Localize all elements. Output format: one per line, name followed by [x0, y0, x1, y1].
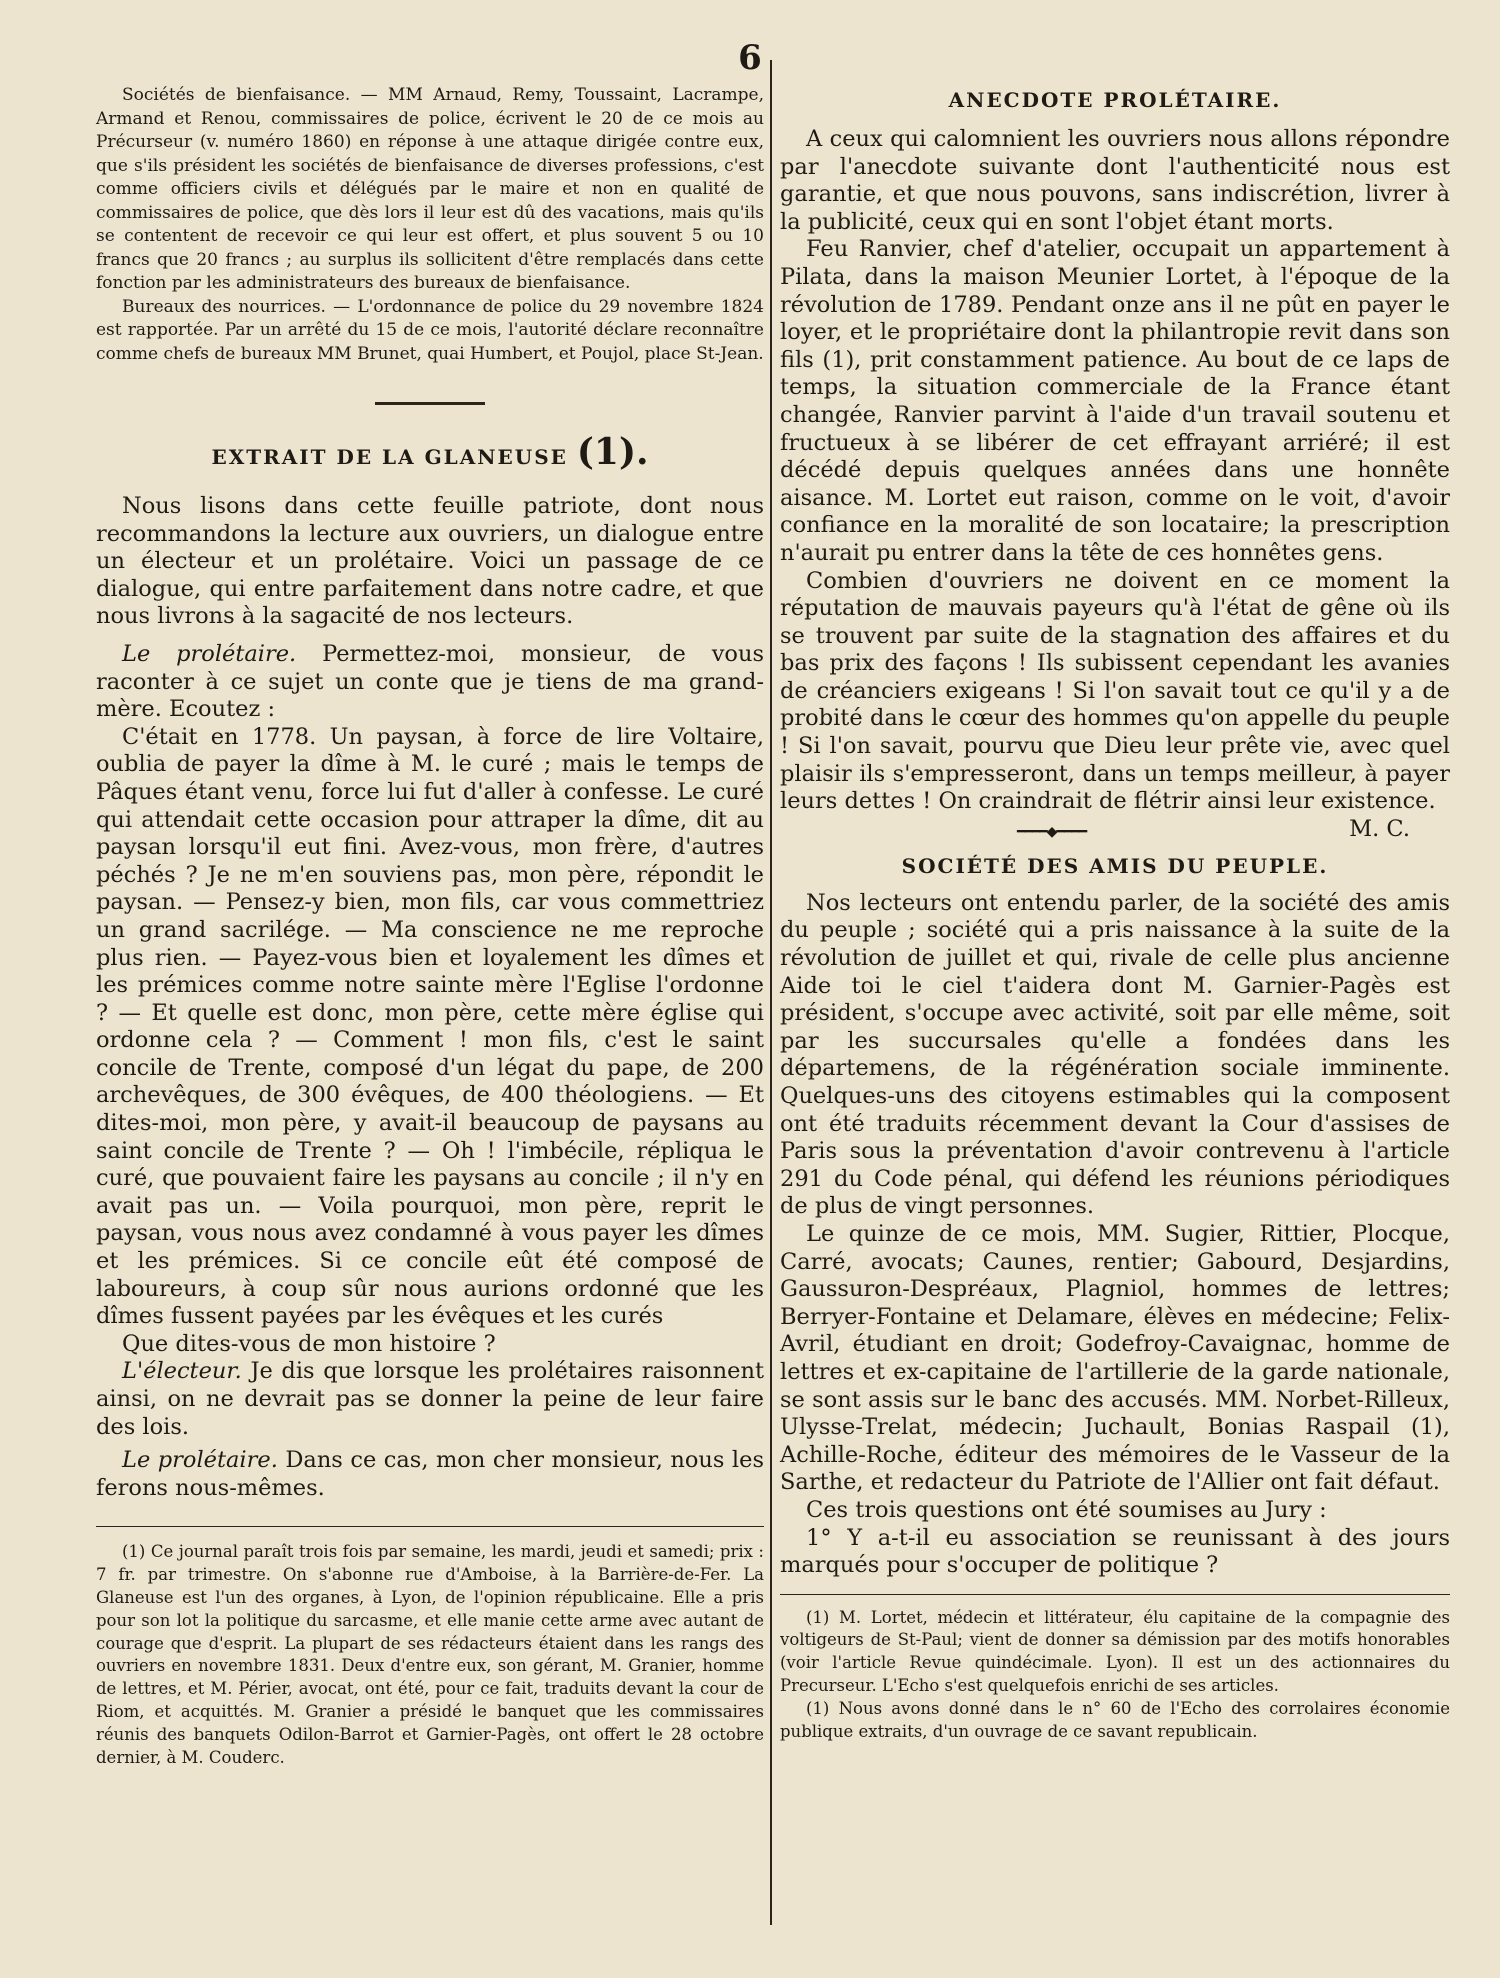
ornament-divider: ━━━━◆━━━━: [1016, 823, 1087, 840]
notice-bureaux-nourrices: Bureaux des nourrices. — L'ordonnance de police du 29 novembre 1824 est rapportée. Par un arrêté du 15 de ce mois, l'autorité déclare reconnaître comme chefs de bureaux MM Brunet, quai Humbert, et Poujol, place St-Jean.: [96, 296, 764, 364]
right-column: [780, 88, 1450, 1743]
dialogue-proletaire-2: [96, 1447, 764, 1502]
anecdote-paragraph-1: A ceux qui calomnient les ouvriers nous allons répondre par l'anecdote suivante dont l'authenticité nous est garantie, et que nous pouvons, sans indiscrétion, livrer à la publicité, ceux qui en sont l'objet étant morts.: [780, 126, 1450, 235]
heading-glaneuse-note: (1).: [576, 431, 649, 473]
societe-paragraph-1: Nos lecteurs ont entendu parler, de la société des amis du peuple ; société qui a pris naissance à la suite de la révolution de juillet et qui, rivale de celle plus ancienne Aide toi le ciel t'aidera dont M. Garnier-Pagès est président, s'occupe avec activité, soit par elle même, soit par les succursales qu'elle a fondées dans les départemens, de la régénération sociale imminente. Quelques-uns des citoyens estimables qui la composent ont été traduits récemment devant la Cour d'assises de Paris sous la préventation d'avoir contrevenu à l'article 291 du Code pénal, qui défend les réunions périodiques de plus de vingt personnes.: [780, 889, 1450, 1220]
story-paysan: C'était en 1778. Un paysan, à force de lire Voltaire, oublia de payer la dîme à M. le curé ; mais le temps de Pâques étant venu, force lui fut d'aller à confesse. Le curé qui attendait cette occasion pour attraper la dîme, dit au paysan lorsqu'il eut fini. Avez-vous, mon frère, d'autres péchés ? Je ne m'en souviens pas, mon père, répondit le paysan. — Pensez-y bien, mon fils, car vous commettriez un grand sacrilége. — Ma conscience ne me reproche plus rien. — Payez-vous bien et loyalement les dîmes et les prémices comme notre sainte mère l'Eglise l'ordonne ? — Et quelle est donc, mon père, cette mère église qui ordonne cela ? — Comment ! mon fils, c'est le saint concile de Trente, composé d'un légat du pape, de 200 archevêques, de 300 évêques, de 400 théologiens. — Et dites-moi, mon père, y avait-il beaucoup de paysans au saint concile de Trente ? — Oh ! l'imbécile, répliqua le curé, que pouvaient faire les paysans au concile ; il n'y en avait pas un. — Voila pourquoi, mon père, reprit le paysan, vous nous avez condamné à vous payer les dîmes et les prémices. Si ce concile eût été composé de laboureurs, à coup sûr nous aurions ordonné que les dîmes fussent payées par les évêques et les curés: [96, 723, 764, 1330]
anecdote-paragraph-3-text: Combien d'ouvriers ne doivent en ce moment la réputation de mauvais payeurs qu'à l'état de gêne où ils se trouvent par suite de la stagnation des affaires et du bas prix des façons ! Ils subissent cependant les avanies de créanciers exigeans ! Si l'on savait tout ce qu'il y a de probité dans le cœur des hommes qu'on appelle du peuple ! Si l'on savait, pourvu que Dieu leur prête vie, avec quel plaisir ils s'empresseront, dans un temps meilleur, à payer leurs dettes ! On craindrait de flétrir ainsi leur existence.: [780, 567, 1450, 815]
dialogue-electeur: [96, 1358, 764, 1441]
societe-paragraph-3: Ces trois questions ont été soumises au Jury :: [806, 1496, 1327, 1523]
speaker-proletaire: Le prolétaire.: [122, 640, 297, 667]
glaneuse-intro: Nous lisons dans cette feuille patriote, dont nous recommandons la lecture aux ouvriers, un dialogue entre un électeur et un prolétaire. Voici un passage de ce dialogue, qui entre parfaitement dans notre cadre, et que nous livrons à la sagacité de nos lecteurs.: [96, 493, 764, 630]
heading-anecdote: ANECDOTE PROLÉTAIRE.: [948, 88, 1282, 112]
heading-glaneuse: [96, 431, 764, 473]
anecdote-paragraph-3: [780, 567, 1450, 842]
dialogue-proletaire-1-text: Permettez-moi, monsieur, de vous raconter à ce sujet un conte que je tiens de ma grand-mère. Ecoutez :: [96, 640, 764, 723]
footnote-lortet: (1) M. Lortet, médecin et littérateur, élu capitaine de la compagnie des voltigeurs de St-Paul; vient de donner sa démission par des motifs honorables (voir l'article Revue quindécimale. Lyon). Il est un des actionnaires du Precurseur. L'Echo s'est quelquefois enrichi de ses articles.: [780, 1607, 1450, 1696]
left-column: [96, 84, 764, 1769]
dialogue-proletaire-1: [96, 641, 764, 724]
heading-societe: SOCIÉTÉ DES AMIS DU PEUPLE.: [901, 853, 1329, 878]
dialogue-electeur-text: Je dis que lorsque les prolétaires raisonnent ainsi, on ne devrait pas se donner la peine de leur faire des lois.: [96, 1358, 764, 1440]
page-number: 6: [738, 38, 762, 78]
speaker-electeur: L'électeur.: [122, 1358, 242, 1385]
societe-paragraph-2: Le quinze de ce mois, MM. Sugier, Rittier, Plocque, Carré, avocats; Caunes, rentier; Gabourd, Desjardins, Gaussuron-Despréaux, Plagniol, hommes de lettres; Berryer-Fontaine et Delamare, élèves en médecine; Felix-Avril, étudiant en droit; Godefroy-Cavaignac, homme de lettres et ex-capitaine de l'artillerie de la garde nationale, se sont assis sur le banc des accusés. MM. Norbet-Rilleux, Ulysse-Trelat, médecin; Juchault, Bonias Raspail (1), Achille-Roche, éditeur des mémoires de le Vasseur de la Sarthe, et redacteur du Patriote de l'Allier ont fait défaut.: [780, 1220, 1450, 1496]
societe-paragraph-4: 1° Y a-t-il eu association se reunissant à des jours marqués pour s'occuper de politique ?: [780, 1524, 1450, 1579]
footnote-glaneuse: (1) Ce journal paraît trois fois par semaine, les mardi, jeudi et samedi; prix : 7 fr. par trimestre. On s'abonne rue d'Amboise, à la Barrière-de-Fer. La Glaneuse est l'un des organes, à Lyon, de l'opinion républicaine. Elle a pris pour son lot la politique du sarcasme, et elle manie cette arme avec autant de courage que d'esprit. La plupart de ses rédacteurs étaient dans les rangs des ouvriers en novembre 1831. Deux d'entre eux, son gérant, M. Granier, homme de lettres, et M. Périer, avocat, ont été, pour ce fait, traduits devant la cour de Riom, et acquittés. M. Granier a présidé le banquet que les commissaires réunis des banquets Odilon-Barrot et Garnier-Pagès, ont offert le 28 octobre dernier, à M. Couderc.: [96, 1542, 764, 1767]
column-divider: [770, 60, 772, 1925]
heading-glaneuse-text: EXTRAIT DE LA GLANEUSE: [211, 445, 568, 469]
footnote-echo: (1) Nous avons donné dans le n° 60 de l'Echo des corrolaires économie publique extraits, d'un ouvrage de ce savant republicain.: [780, 1698, 1450, 1741]
signature: M. C.: [1349, 815, 1410, 842]
dialogue-proletaire-2-text: Dans ce cas, mon cher monsieur, nous les ferons nous-mêmes.: [96, 1447, 764, 1501]
speaker-proletaire-2: Le prolétaire.: [122, 1447, 278, 1474]
anecdote-paragraph-2: Feu Ranvier, chef d'atelier, occupait un appartement à Pilata, dans la maison Meunier Lortet, à l'époque de la révolution de 1789. Pendant onze ans il ne pût en payer le loyer, et le propriétaire dont la philantropie revit dans son fils (1), prit constamment patience. Au bout de ce laps de temps, la situation commerciale de la France étant changée, Ranvier parvint à l'aide d'un travail soutenu et fructueux à se libérer de cet effrayant arriéré; il est décédé depuis quelques années dans une honnête aisance. M. Lortet eut raison, comme on le voit, d'avoir confiance en la moralité de son locataire; la prescription n'aurait pu entrer dans la tête de ces honnêtes gens.: [780, 236, 1450, 566]
story-question: Que dites-vous de mon histoire ?: [122, 1330, 496, 1357]
notice-societes-bienfaisance: Sociétés de bienfaisance. — MM Arnaud, Remy, Toussaint, Lacrampe, Armand et Renou, commissaires de police, écrivent le 20 de ce mois au Précurseur (v. numéro 1860) en réponse à une attaque dirigée contre eux, que s'ils président les sociétés de bienfaisance de diverses professions, c'est comme officiers civils et délégués par le maire et non en qualité de commissaires de police, que dès lors il leur est dû des vacations, mais qu'ils se contentent de recevoir ce qui leur est offert, et plus souvent 5 ou 10 francs que 20 francs ; au surplus ils sollicitent d'être remplacés dans cette fonction par les administrateurs des bureaux de bienfaisance.: [96, 85, 764, 293]
